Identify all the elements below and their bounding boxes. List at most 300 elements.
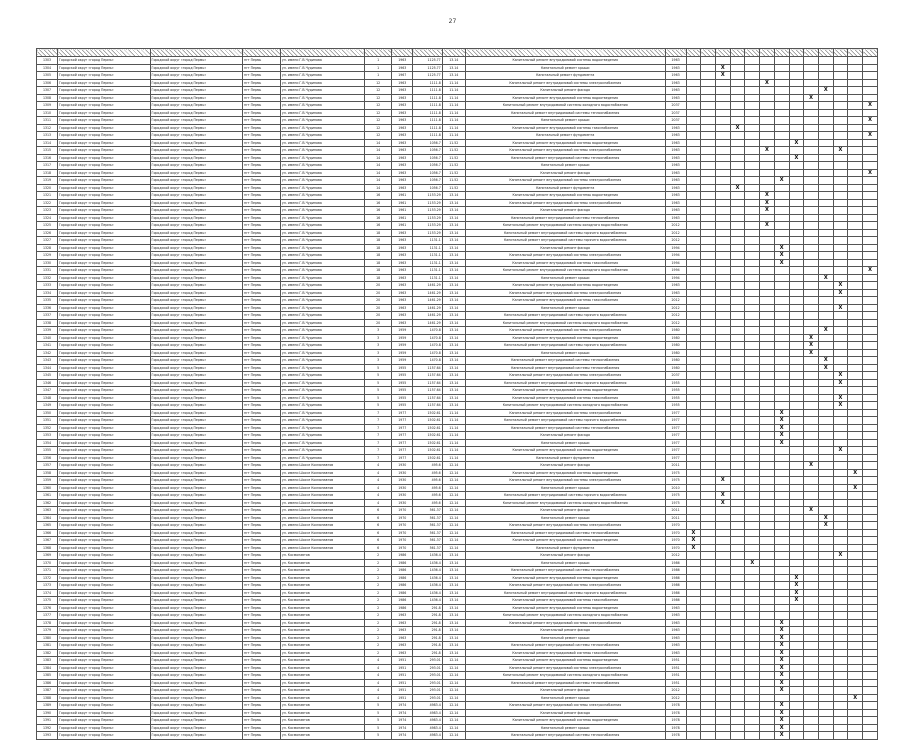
mark-cell [848,402,863,410]
table-cell: 4 [364,492,391,500]
mark-cell [760,109,775,117]
mark-cell [848,439,863,447]
mark-cell [745,57,760,65]
table-cell: Городской округ «город Пермь» [150,657,243,665]
table-cell: Городской округ «город Пермь» [58,672,151,680]
table-cell: Городской округ «город Пермь» [58,717,151,725]
mark-cell [789,702,804,710]
table-cell: 1963 [392,102,413,110]
mark-cell [804,124,819,132]
table-cell: 13.14 [442,634,465,642]
mark-cell [833,207,848,215]
mark-cell [774,477,789,485]
mark-cell [686,124,701,132]
table-cell: 11.52 [442,154,465,162]
mark-cell [848,304,863,312]
mark-cell [716,109,731,117]
table-row [37,672,878,680]
mark-cell [833,679,848,687]
mark-cell [774,304,789,312]
table-cell: ул. имени Шоссе Космонавтов [280,514,364,522]
mark-cell [789,297,804,305]
mark-cell [745,409,760,417]
mark-cell [863,364,878,372]
table-cell: ул. Космонавтов [280,582,364,590]
table-cell: ул. имени Г.В.Чудинова [280,154,364,162]
table-cell: ул. имени Шоссе Космонавтов [280,544,364,552]
table-cell: 13.14 [442,327,465,335]
table-cell: 5 [364,394,391,402]
mark-cell [716,139,731,147]
mark-cell [804,514,819,522]
mark-cell [716,537,731,545]
mark-cell [760,709,775,717]
mark-cell [716,349,731,357]
table-cell: 1963 [392,117,413,125]
table-cell: 2 [364,612,391,620]
table-cell: 11.14 [442,409,465,417]
table-cell: 13.14 [442,334,465,342]
table-cell: Городской округ «город Пермь» [58,462,151,470]
mark-cell [818,687,833,695]
table-cell: 1951 [392,657,413,665]
table-cell: Капитальный ремонт внутридомовой системы водоотведения [465,57,665,65]
mark-cell [745,499,760,507]
table-cell: 2 [364,589,391,597]
mark-cell [833,514,848,522]
mark-cell [701,342,716,350]
mark-cell [848,447,863,455]
mark-cell [789,387,804,395]
mark-cell [730,64,745,72]
mark-cell [789,94,804,102]
mark-cell [701,364,716,372]
mark-cell [745,634,760,642]
table-cell: 561.37 [413,544,442,552]
mark-cell [701,687,716,695]
table-cell: 13.14 [442,642,465,650]
table-cell: 1959 [392,357,413,365]
mark-cell: X [774,709,789,717]
mark-cell [760,552,775,560]
table-cell: пгт Пермь [243,514,281,522]
mark-cell [760,597,775,605]
table-cell: 4 [364,499,391,507]
table-cell: 1963 [665,619,686,627]
mark-cell [745,522,760,530]
mark-cell [833,184,848,192]
table-cell: 2037 [665,102,686,110]
mark-cell [745,87,760,95]
mark-cell [774,214,789,222]
table-cell: Городской округ «город Пермь» [58,694,151,702]
mark-cell [804,439,819,447]
table-row [37,327,878,335]
table-cell: 1963 [392,297,413,305]
table-cell: 1125.77 [413,64,442,72]
mark-cell [716,709,731,717]
table-cell: 1986 [392,589,413,597]
table-cell: ул. имени Г.В.Чудинова [280,132,364,140]
mark-cell [848,117,863,125]
mark-cell [804,732,819,740]
table-cell: пгт Пермь [243,462,281,470]
mark-cell [760,259,775,267]
table-cell: 2 [364,642,391,650]
mark-cell [745,694,760,702]
mark-cell [804,724,819,732]
table-cell: Городской округ «город Пермь» [58,604,151,612]
table-row [37,492,878,500]
table-cell: Городской округ «город Пермь» [58,372,151,380]
table-cell: 1930 [392,499,413,507]
table-cell: 14 [364,147,391,155]
mark-cell [701,702,716,710]
mark-cell [818,559,833,567]
table-cell: 1382 [37,649,58,657]
mark-cell [730,417,745,425]
mark-cell [730,529,745,537]
mark-cell [789,454,804,462]
table-cell: 1360 [37,484,58,492]
mark-cell [716,634,731,642]
mark-cell [745,372,760,380]
mark-cell [716,162,731,170]
mark-cell [833,312,848,320]
table-cell: Капитальный ремонт внутридомовой системы газоснабжения [465,124,665,132]
table-cell: 1963 [392,252,413,260]
mark-cell [745,454,760,462]
table-row [37,694,878,702]
table-cell: 1955 [665,394,686,402]
mark-cell [818,319,833,327]
table-cell: ул. имени Г.В.Чудинова [280,259,364,267]
table-cell: 1977 [665,454,686,462]
mark-cell [701,672,716,680]
table-cell: 11.14 [442,109,465,117]
mark-cell [789,619,804,627]
mark-cell: X [848,469,863,477]
mark-cell [818,529,833,537]
mark-cell [804,544,819,552]
table-cell: 1111.8 [413,109,442,117]
table-cell: 1 [364,57,391,65]
table-cell: 1963 [665,169,686,177]
table-cell: 1307 [37,87,58,95]
table-cell: 2011 [665,514,686,522]
mark-cell [716,372,731,380]
mark-cell: X [760,222,775,230]
table-cell: 12 [364,109,391,117]
mark-cell [863,424,878,432]
mark-cell [863,222,878,230]
mark-cell [730,154,745,162]
table-cell: ул. имени Г.В.Чудинова [280,252,364,260]
mark-cell [789,349,804,357]
table-cell: 291.8 [413,634,442,642]
mark-cell [686,679,701,687]
mark-cell [760,649,775,657]
table-cell: Городской округ «город Пермь» [150,492,243,500]
table-cell: 1374 [37,589,58,597]
mark-cell [760,642,775,650]
table-cell: 13.14 [442,379,465,387]
table-cell: Капитальный ремонт фундамента [465,454,665,462]
mark-cell [818,117,833,125]
mark-cell [804,117,819,125]
table-cell: Городской округ «город Пермь» [58,282,151,290]
mark-cell: X [863,102,878,110]
table-cell: Капитальный ремонт внутридомовой системы газоснабжения [465,649,665,657]
table-cell: Городской округ «город Пермь» [150,109,243,117]
mark-cell [716,702,731,710]
mark-cell [745,612,760,620]
mark-cell [863,394,878,402]
mark-cell [818,664,833,672]
table-cell: 11.14 [442,124,465,132]
mark-cell [760,432,775,440]
mark-cell [701,387,716,395]
table-cell: 1986 [392,574,413,582]
table-cell: 7 [364,432,391,440]
table-cell: ул. Космонавтов [280,649,364,657]
table-cell: пгт Пермь [243,604,281,612]
mark-cell [848,642,863,650]
mark-cell [701,327,716,335]
mark-cell [730,409,745,417]
mark-cell [716,147,731,155]
table-cell: 13.14 [442,244,465,252]
mark-cell: X [774,244,789,252]
mark-cell [760,372,775,380]
mark-cell [701,162,716,170]
mark-cell [774,229,789,237]
table-cell: Городской округ «город Пермь» [150,154,243,162]
mark-cell [818,304,833,312]
table-cell: пгт Пермь [243,154,281,162]
mark-cell [789,432,804,440]
mark-cell [745,702,760,710]
mark-cell [730,537,745,545]
table-cell: 293.01 [413,694,442,702]
table-cell: пгт Пермь [243,214,281,222]
table-cell: 1111.8 [413,124,442,132]
mark-cell [804,672,819,680]
mark-cell [686,162,701,170]
mark-cell [760,229,775,237]
mark-cell [774,589,789,597]
table-cell: 12.14 [442,484,465,492]
table-cell: ул. Космонавтов [280,589,364,597]
mark-cell [760,507,775,515]
table-cell: 1350 [37,409,58,417]
mark-cell [701,424,716,432]
table-row [37,297,878,305]
mark-cell [760,379,775,387]
mark-cell [686,627,701,635]
table-cell: 1381 [37,642,58,650]
mark-cell [804,522,819,530]
table-cell: Городской округ «город Пермь» [150,477,243,485]
table-header-row [37,49,878,57]
table-cell: 1963 [392,139,413,147]
mark-cell [863,379,878,387]
table-cell: 1963 [665,177,686,185]
table-cell: 16 [364,214,391,222]
table-cell: 1963 [665,94,686,102]
mark-cell [730,214,745,222]
table-cell: 1977 [665,424,686,432]
table-cell: 1157.64 [413,387,442,395]
table-cell: 1131.1 [413,259,442,267]
mark-cell [774,207,789,215]
mark-cell [760,237,775,245]
table-cell: Городской округ «город Пермь» [150,627,243,635]
table-cell: 561.37 [413,522,442,530]
mark-cell [833,274,848,282]
table-cell: пгт Пермь [243,424,281,432]
mark-cell [716,657,731,665]
mark-cell [686,94,701,102]
table-cell: пгт Пермь [243,657,281,665]
mark-cell [833,169,848,177]
mark-cell [701,724,716,732]
mark-cell [716,619,731,627]
mark-cell [730,79,745,87]
table-cell: 1951 [392,664,413,672]
table-cell: Городской округ «город Пермь» [58,379,151,387]
mark-cell [804,477,819,485]
table-cell: ул. имени Г.В.Чудинова [280,192,364,200]
mark-cell [818,604,833,612]
table-cell: пгт Пермь [243,274,281,282]
mark-cell [701,229,716,237]
mark-cell [745,102,760,110]
table-cell: Капитальный ремонт внутридомовой системы теплоснабжения [465,154,665,162]
mark-cell [701,94,716,102]
mark-cell [686,642,701,650]
table-cell: ул. Космонавтов [280,552,364,560]
table-cell: 11.14 [442,447,465,455]
mark-cell [848,237,863,245]
mark-cell [848,672,863,680]
mark-cell [818,627,833,635]
mark-cell [863,184,878,192]
mark-cell [848,492,863,500]
table-row [37,619,878,627]
mark-cell [745,544,760,552]
mark-cell [701,297,716,305]
table-cell: 20 [364,304,391,312]
mark-cell [730,327,745,335]
table-cell: 20 [364,289,391,297]
table-cell: 14 [364,177,391,185]
table-cell: Капитальный ремонт внутридомовой системы электроснабжения [465,702,665,710]
table-cell: 18 [364,237,391,245]
mark-cell [833,64,848,72]
table-cell: 18 [364,252,391,260]
mark-cell [701,447,716,455]
table-cell: Капитальный ремонт фасада [465,432,665,440]
mark-cell [804,612,819,620]
table-cell: Городской округ «город Пермь» [58,732,151,740]
mark-cell [730,717,745,725]
mark-cell: X [833,394,848,402]
mark-cell [848,274,863,282]
mark-cell [760,342,775,350]
mark-cell [789,664,804,672]
column-header [364,49,391,57]
table-cell: ул. имени Г.В.Чудинова [280,349,364,357]
mark-cell [789,514,804,522]
mark-cell: X [833,552,848,560]
table-cell: 1364 [37,514,58,522]
mark-cell [716,177,731,185]
table-cell: Капитальный ремонт внутридомовой системы водоотведения [465,574,665,582]
mark-cell [833,582,848,590]
mark-cell [863,529,878,537]
mark-cell: X [833,282,848,290]
mark-cell [686,207,701,215]
mark-cell [804,147,819,155]
mark-cell [804,372,819,380]
mark-cell [745,394,760,402]
mark-cell [848,102,863,110]
table-cell: пгт Пермь [243,627,281,635]
table-cell: Капитальный ремонт внутридомовой системы электроснабжения [465,664,665,672]
table-cell: 1963 [665,207,686,215]
table-cell: 1986 [392,567,413,575]
table-cell: Капитальный ремонт внутридомовой системы электроснабжения [465,477,665,485]
mark-cell [863,657,878,665]
table-cell: пгт Пермь [243,447,281,455]
table-cell: 1336 [37,304,58,312]
table-cell: Городской округ «город Пермь» [150,499,243,507]
table-cell: 1131.1 [413,267,442,275]
table-cell: 1056.7 [413,154,442,162]
table-cell: Городской округ «город Пермь» [150,679,243,687]
mark-cell [789,64,804,72]
table-cell: 1986 [665,597,686,605]
mark-cell [701,147,716,155]
table-cell: пгт Пермь [243,349,281,357]
mark-cell [804,604,819,612]
mark-cell [848,229,863,237]
mark-cell [686,229,701,237]
mark-cell [818,199,833,207]
mark-cell [701,589,716,597]
mark-cell [745,319,760,327]
mark-cell [701,552,716,560]
mark-cell [848,604,863,612]
table-cell: 1157.64 [413,372,442,380]
mark-cell [760,724,775,732]
mark-cell [730,402,745,410]
mark-cell [833,357,848,365]
table-cell: Капитальный ремонт фундамента [465,72,665,80]
mark-cell [716,507,731,515]
table-cell: 13.14 [442,312,465,320]
table-cell: Городской округ «город Пермь» [58,72,151,80]
mark-cell [789,552,804,560]
mark-cell [863,327,878,335]
table-cell: 1970 [392,522,413,530]
table-cell: 12.14 [442,507,465,515]
mark-cell [833,154,848,162]
mark-cell [760,102,775,110]
table-cell: 1963 [392,259,413,267]
mark-cell [863,439,878,447]
